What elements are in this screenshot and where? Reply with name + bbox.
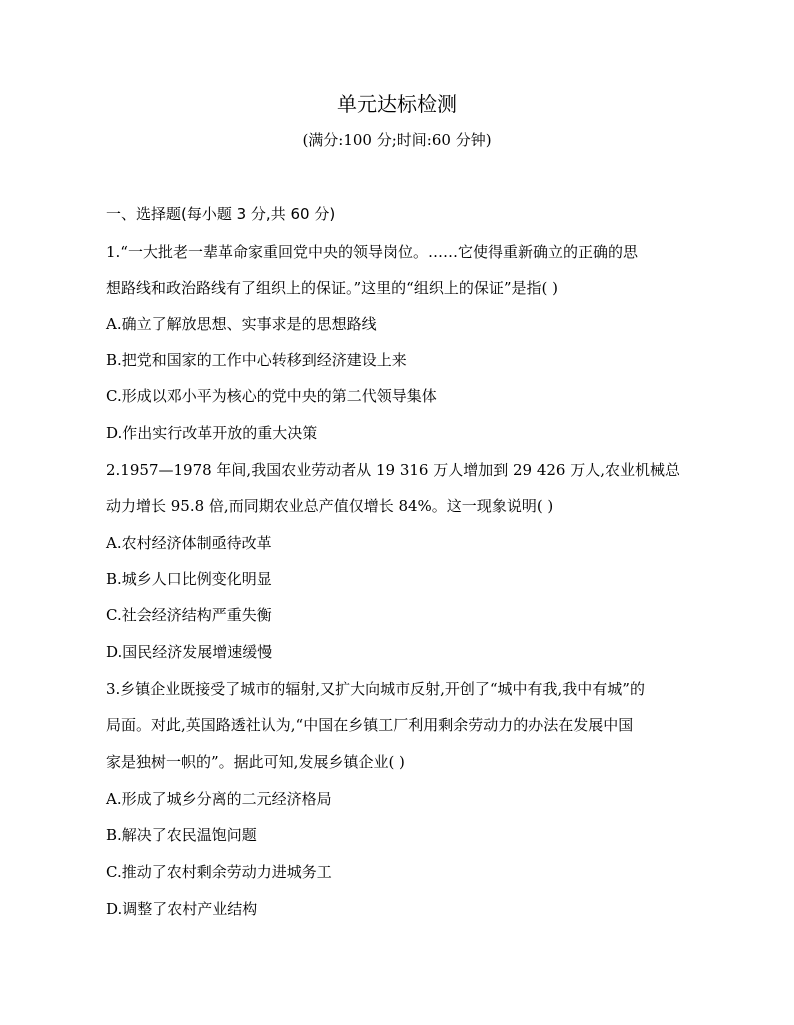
section-heading: 一、选择题(每小题 3 分,共 60 分) xyxy=(106,205,336,223)
question-1-stem-line-2: 想路线和政治路线有了组织上的保证。”这里的“组织上的保证”是指( ) xyxy=(106,279,558,297)
question-3-stem-line-1: 3.乡镇企业既接受了城市的辐射,又扩大向城市反射,开创了“城中有我,我中有城”的 xyxy=(106,680,645,698)
question-2-option-c: C.社会经济结构严重失衡 xyxy=(106,606,272,624)
page-subtitle: (满分:100 分;时间:60 分钟) xyxy=(302,131,492,149)
question-3-option-c: C.推动了农村剩余劳动力进城务工 xyxy=(106,863,332,881)
question-1-stem-line-1: 1.“一大批老一辈革命家重回党中央的领导岗位。……它使得重新确立的正确的思 xyxy=(106,243,638,261)
question-2-option-d: D.国民经济发展增速缓慢 xyxy=(106,643,273,661)
question-2-option-a: A.农村经济体制亟待改革 xyxy=(106,534,272,552)
question-1-option-a: A.确立了解放思想、实事求是的思想路线 xyxy=(106,315,377,333)
question-3-stem-line-3: 家是独树一帜的”。据此可知,发展乡镇企业( ) xyxy=(106,753,405,771)
question-3-option-a: A.形成了城乡分离的二元经济格局 xyxy=(106,790,332,808)
question-2-stem-line-2: 动力增长 95.8 倍,而同期农业总产值仅增长 84%。这一现象说明( ) xyxy=(106,497,554,515)
question-2-stem-line-1: 2.1957—1978 年间,我国农业劳动者从 19 316 万人增加到 29 426 万人,农业机械总 xyxy=(106,461,681,479)
question-1-option-d: D.作出实行改革开放的重大决策 xyxy=(106,424,318,442)
question-1-option-b: B.把党和国家的工作中心转移到经济建设上来 xyxy=(106,351,407,369)
question-2-option-b: B.城乡人口比例变化明显 xyxy=(106,570,272,588)
question-3-option-b: B.解决了农民温饱问题 xyxy=(106,826,257,844)
question-3-option-d: D.调整了农村产业结构 xyxy=(106,900,258,918)
question-1-option-c: C.形成以邓小平为核心的党中央的第二代领导集体 xyxy=(106,387,437,405)
question-3-stem-line-2: 局面。对此,英国路透社认为,“中国在乡镇工厂利用剩余劳动力的办法在发展中国 xyxy=(106,716,634,734)
page-title: 单元达标检测 xyxy=(337,92,457,116)
